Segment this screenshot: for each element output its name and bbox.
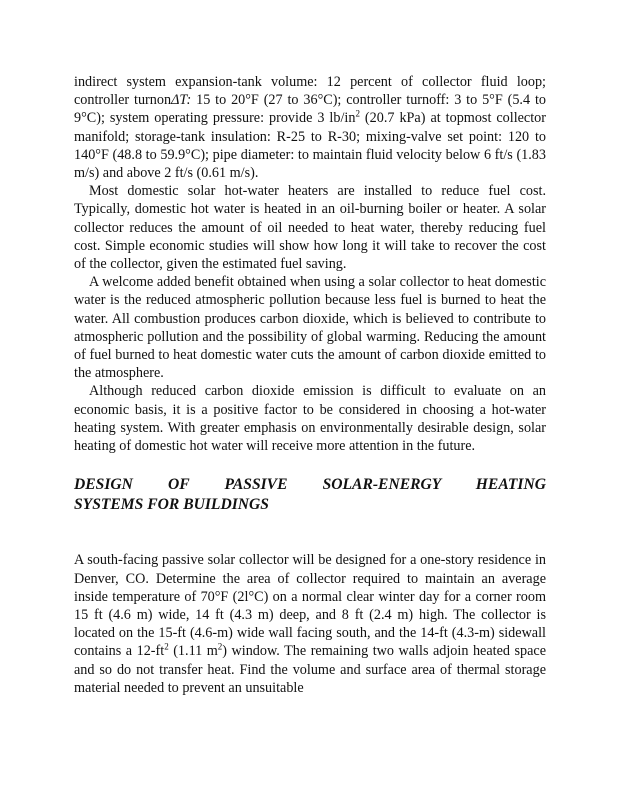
superscript-2: 2 [355, 108, 360, 119]
paragraph-pollution: A welcome added benefit obtained when using a solar collector to heat domestic water is the reduced atmospheric pollution because less fuel is burned to heat the water. All combustion produces carbon dioxide, which is believed to contribute to atmospheric pollution and the possibility of global warming. Reducing the amount of fuel burned to heat domestic water cuts the amount of carbon dioxide emitted to the atmosphere. [74, 274, 546, 382]
superscript-2-ft: 2 [164, 641, 169, 652]
delta-t-symbol: ΔT: [171, 92, 192, 109]
problem-text-a: A south-facing passive solar collector will be designed for a one-story residence in Denver, CO. Determine the area of collector required to maintain an average inside temperature of 70°F (2l°C) on a normal clear winter day for a corner room 15 ft (4.6 m) wide, 14 ft (4.3 m) deep, and 8 ft (2.4 m) high. The collector is located on the 15-ft (4.6-m) wide wall facing south, and the 14-ft (4.3-m) sidewall contains a 12-ft [74, 552, 546, 660]
problem-text-b: (1.11 m [168, 643, 218, 660]
section-heading-line1: DESIGN OF PASSIVE SOLAR-ENERGY HEATING [74, 476, 546, 494]
specs-text-d: (20.7 kPa) at topmost collector manifold; storage-tank insulation: R-25 to R-30; mixing-valve set point: 120 to 140°F (48.8 to 59.9°C); pipe diameter: to maintain fluid velocity below 6 ft/s (1.83 m/s) and above 2 ft/s (0.61 m/s). [74, 110, 546, 182]
paragraph-carbon-dioxide: Although reduced carbon dioxide emission is difficult to evaluate on an economic basis, it is a positive factor to be considered in choosing a hot-water heating system. With greater emphasis on environmentally desirable design, solar heating of domestic hot water will receive more attention in the future. [74, 383, 546, 455]
specs-text-c: 15 to 20°F (27 to 36°C); controller turnoff: 3 to 5°F (5.4 to 9°C); system operating pressure: provide 3 lb/in [74, 92, 546, 127]
document-page [74, 73, 546, 697]
specs-text-a: indirect system expansion-tank volume: 12 percent of collector fluid loop; controller turnon [74, 74, 546, 109]
problem-text-c: ) window. The remaining two walls adjoin heated space and so do not transfer heat. Find the volume and surface area of thermal storage material needed to prevent an unsuitable [74, 643, 546, 696]
paragraph-fuel-cost: Most domestic solar hot-water heaters are installed to reduce fuel cost. Typically, domestic hot water is heated in an oil-burning boiler or heater. A solar collector reduces the amount of oil needed to heat water, thereby reducing fuel cost. Simple economic studies will show how long it will take to recover the cost of the collector, given the estimated fuel saving. [74, 183, 546, 273]
superscript-2-m: 2 [217, 641, 223, 652]
paragraph-problem-statement [74, 551, 546, 697]
section-heading [74, 475, 546, 514]
paragraph-system-specs [74, 73, 546, 182]
section-heading-line2: SYSTEMS FOR BUILDINGS [74, 495, 269, 513]
